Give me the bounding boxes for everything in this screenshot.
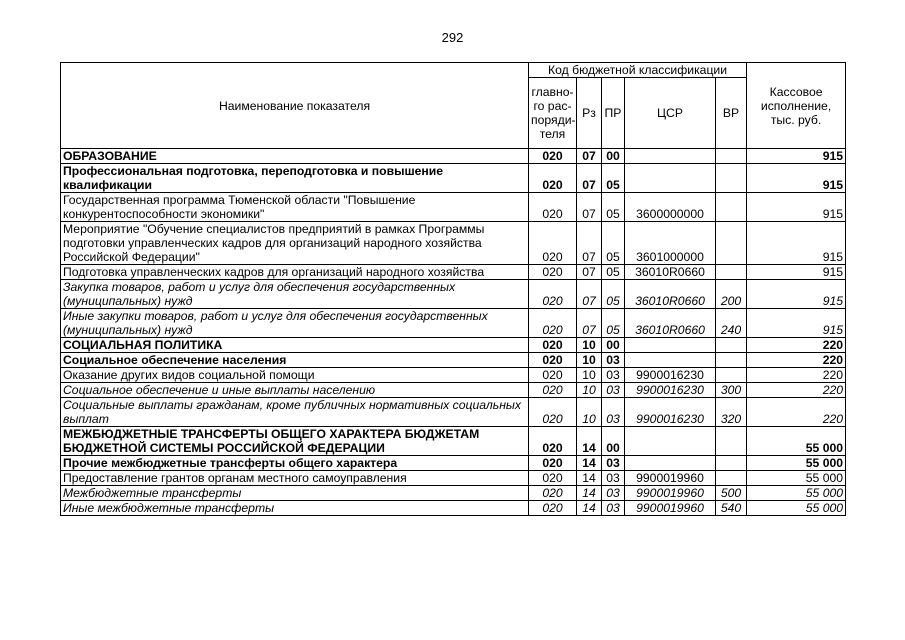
table-row — [61, 265, 846, 280]
row-rz: 07 — [577, 193, 602, 222]
table-row — [61, 471, 846, 486]
row-amount: 915 — [747, 280, 846, 309]
table-row — [61, 353, 846, 368]
row-vr — [716, 471, 747, 486]
row-glavny: 020 — [529, 427, 577, 456]
row-vr: 300 — [716, 383, 747, 398]
row-name: Профессиональная подготовка, переподготовка и повышение квалификации — [61, 164, 529, 193]
row-glavny: 020 — [529, 222, 577, 265]
row-rz: 14 — [577, 427, 602, 456]
row-pr: 05 — [602, 164, 625, 193]
row-csr: 36010R0660 — [625, 309, 716, 338]
row-amount: 220 — [747, 368, 846, 383]
row-rz: 07 — [577, 309, 602, 338]
row-pr: 00 — [602, 149, 625, 164]
row-csr: 9900019960 — [625, 501, 716, 516]
row-csr — [625, 456, 716, 471]
row-name: Социальное обеспечение и иные выплаты населению — [61, 383, 529, 398]
row-amount: 220 — [747, 338, 846, 353]
table-body — [61, 149, 846, 516]
row-pr: 03 — [602, 486, 625, 501]
row-name: СОЦИАЛЬНАЯ ПОЛИТИКА — [61, 338, 529, 353]
header-name: Наименование показателя — [61, 63, 529, 149]
row-vr — [716, 353, 747, 368]
table-row — [61, 456, 846, 471]
row-amount: 55 000 — [747, 471, 846, 486]
row-csr — [625, 427, 716, 456]
row-rz: 14 — [577, 501, 602, 516]
header-kbk: Код бюджетной классификации — [529, 63, 747, 78]
row-name: Подготовка управленческих кадров для организаций народного хозяйства — [61, 265, 529, 280]
row-pr: 03 — [602, 383, 625, 398]
row-rz: 10 — [577, 383, 602, 398]
header-rz: Рз — [577, 78, 602, 149]
row-csr: 9900019960 — [625, 471, 716, 486]
row-csr: 36010R0660 — [625, 280, 716, 309]
row-amount: 915 — [747, 309, 846, 338]
row-vr: 240 — [716, 309, 747, 338]
row-glavny: 020 — [529, 353, 577, 368]
row-vr — [716, 164, 747, 193]
row-glavny: 020 — [529, 368, 577, 383]
row-pr: 03 — [602, 501, 625, 516]
table-row — [61, 368, 846, 383]
row-csr — [625, 149, 716, 164]
row-vr — [716, 368, 747, 383]
row-vr — [716, 456, 747, 471]
row-rz: 14 — [577, 486, 602, 501]
row-amount: 55 000 — [747, 501, 846, 516]
row-pr: 05 — [602, 222, 625, 265]
row-amount: 220 — [747, 398, 846, 427]
table-row — [61, 486, 846, 501]
table-row — [61, 501, 846, 516]
header-amount: Кассовое исполнение, тыс. руб. — [747, 63, 846, 149]
row-vr: 320 — [716, 398, 747, 427]
row-pr: 00 — [602, 338, 625, 353]
row-rz: 07 — [577, 149, 602, 164]
row-glavny: 020 — [529, 265, 577, 280]
row-amount: 915 — [747, 265, 846, 280]
table-row — [61, 222, 846, 265]
row-pr: 03 — [602, 368, 625, 383]
row-pr: 05 — [602, 265, 625, 280]
row-amount: 55 000 — [747, 427, 846, 456]
row-vr — [716, 149, 747, 164]
row-glavny: 020 — [529, 193, 577, 222]
row-glavny: 020 — [529, 338, 577, 353]
header-csr: ЦСР — [625, 78, 716, 149]
row-name: Оказание других видов социальной помощи — [61, 368, 529, 383]
row-name: Социальные выплаты гражданам, кроме публичных нормативных социальных выплат — [61, 398, 529, 427]
row-name: Мероприятие "Обучение специалистов предприятий в рамках Программы подготовки управленческих кадров для организаций народного хозяйства Российской Федерации" — [61, 222, 529, 265]
row-csr: 9900016230 — [625, 368, 716, 383]
row-glavny: 020 — [529, 383, 577, 398]
row-csr — [625, 338, 716, 353]
row-csr: 3601000000 — [625, 222, 716, 265]
row-pr: 05 — [602, 309, 625, 338]
row-name: Закупка товаров, работ и услуг для обеспечения государственных (муниципальных) нужд — [61, 280, 529, 309]
header-pr: ПР — [602, 78, 625, 149]
row-glavny: 020 — [529, 486, 577, 501]
row-csr: 36010R0660 — [625, 265, 716, 280]
budget-table — [60, 62, 846, 516]
row-amount: 220 — [747, 383, 846, 398]
row-csr: 3600000000 — [625, 193, 716, 222]
row-pr: 05 — [602, 280, 625, 309]
row-glavny: 020 — [529, 164, 577, 193]
row-vr — [716, 265, 747, 280]
row-csr: 9900016230 — [625, 383, 716, 398]
table-row — [61, 338, 846, 353]
row-glavny: 020 — [529, 456, 577, 471]
row-amount: 915 — [747, 193, 846, 222]
table-row — [61, 383, 846, 398]
row-rz: 14 — [577, 456, 602, 471]
row-pr: 05 — [602, 193, 625, 222]
table-row — [61, 164, 846, 193]
row-vr — [716, 427, 747, 456]
row-glavny: 020 — [529, 280, 577, 309]
row-csr: 9900019960 — [625, 486, 716, 501]
row-glavny: 020 — [529, 398, 577, 427]
row-name: Межбюджетные трансферты — [61, 486, 529, 501]
row-amount: 915 — [747, 222, 846, 265]
row-glavny: 020 — [529, 471, 577, 486]
row-vr: 200 — [716, 280, 747, 309]
row-name: Государственная программа Тюменской области "Повышение конкурентоспособности экономики" — [61, 193, 529, 222]
row-vr — [716, 338, 747, 353]
row-name: Иные межбюджетные трансферты — [61, 501, 529, 516]
row-name: Предоставление грантов органам местного самоуправления — [61, 471, 529, 486]
row-csr — [625, 164, 716, 193]
row-glavny: 020 — [529, 309, 577, 338]
row-name: Прочие межбюджетные трансферты общего характера — [61, 456, 529, 471]
row-vr: 500 — [716, 486, 747, 501]
row-pr: 00 — [602, 427, 625, 456]
row-rz: 10 — [577, 398, 602, 427]
row-name: МЕЖБЮДЖЕТНЫЕ ТРАНСФЕРТЫ ОБЩЕГО ХАРАКТЕРА БЮДЖЕТАМ БЮДЖЕТНОЙ СИСТЕМЫ РОССИЙСКОЙ ФЕДЕРАЦИИ — [61, 427, 529, 456]
header-vr: ВР — [716, 78, 747, 149]
row-name: Иные закупки товаров, работ и услуг для обеспечения государственных (муниципальных) нужд — [61, 309, 529, 338]
row-csr: 9900016230 — [625, 398, 716, 427]
row-vr — [716, 193, 747, 222]
row-glavny: 020 — [529, 149, 577, 164]
table-row — [61, 309, 846, 338]
row-glavny: 020 — [529, 501, 577, 516]
row-pr: 03 — [602, 398, 625, 427]
table-row — [61, 149, 846, 164]
row-name: Социальное обеспечение населения — [61, 353, 529, 368]
row-csr — [625, 353, 716, 368]
row-rz: 14 — [577, 471, 602, 486]
table-row — [61, 193, 846, 222]
row-rz: 10 — [577, 338, 602, 353]
row-amount: 55 000 — [747, 456, 846, 471]
table-row — [61, 427, 846, 456]
row-pr: 03 — [602, 456, 625, 471]
row-rz: 10 — [577, 353, 602, 368]
row-rz: 07 — [577, 280, 602, 309]
row-rz: 07 — [577, 222, 602, 265]
table-row — [61, 398, 846, 427]
row-rz: 10 — [577, 368, 602, 383]
row-pr: 03 — [602, 471, 625, 486]
row-pr: 03 — [602, 353, 625, 368]
row-amount: 915 — [747, 149, 846, 164]
header-glavny: главно-го рас-поряди-теля — [529, 78, 577, 149]
row-vr — [716, 222, 747, 265]
row-amount: 220 — [747, 353, 846, 368]
row-amount: 55 000 — [747, 486, 846, 501]
page-number: 292 — [441, 30, 464, 45]
row-name: ОБРАЗОВАНИЕ — [61, 149, 529, 164]
table-row — [61, 280, 846, 309]
row-rz: 07 — [577, 164, 602, 193]
row-amount: 915 — [747, 164, 846, 193]
row-vr: 540 — [716, 501, 747, 516]
row-rz: 07 — [577, 265, 602, 280]
